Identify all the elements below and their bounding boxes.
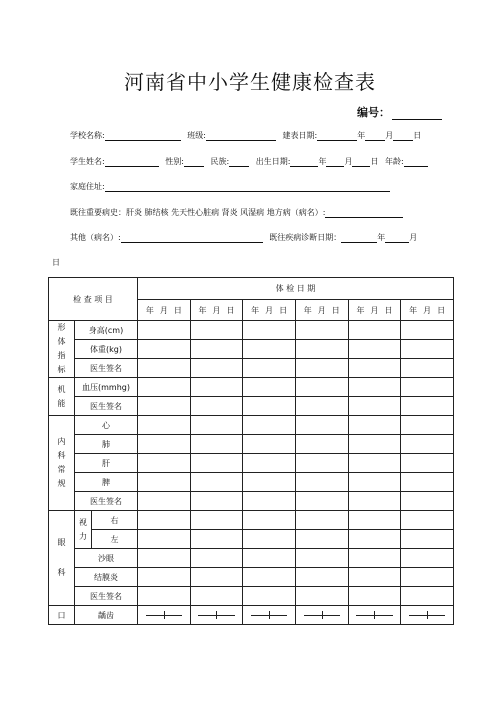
serial-number — [357, 104, 442, 120]
history-field[interactable] — [325, 209, 403, 218]
doctor-sign-label: 医生签名 — [75, 587, 138, 606]
health-exam-table — [48, 277, 454, 625]
diag-month-field[interactable] — [385, 234, 409, 243]
school-line — [70, 130, 421, 141]
birth-year-field[interactable] — [290, 158, 318, 167]
fill-date-label: 建表日期: — [282, 131, 318, 140]
group-internal: 内科常规 — [49, 416, 75, 511]
item-header: 检 查 项 目 — [49, 278, 138, 321]
doctor-sign-label: 医生签名 — [75, 492, 138, 511]
dental-chart-cell[interactable] — [190, 606, 243, 625]
dental-cross-icon — [349, 609, 401, 621]
year-label: 年 — [318, 157, 327, 166]
age-label: 年龄: — [385, 157, 404, 166]
conjunctivitis-label: 结膜炎 — [75, 568, 138, 587]
vision-label: 视力 — [75, 511, 92, 549]
blood-pressure-label: 血压(mmhg) — [75, 378, 138, 397]
student-field[interactable] — [105, 158, 159, 167]
dental-chart-cell[interactable] — [138, 606, 191, 625]
year-label: 年 — [377, 233, 386, 242]
right-eye-label: 右 — [92, 511, 138, 530]
month-label: 月 — [385, 131, 394, 140]
group-body-metrics: 形体指标 — [49, 321, 75, 378]
exam-date-cell[interactable]: 年 月 日 — [348, 300, 401, 321]
school-field[interactable] — [105, 132, 181, 141]
birth-label: 出生日期: — [255, 157, 291, 166]
dental-cross-icon — [296, 609, 348, 621]
group-function: 机能 — [49, 378, 75, 416]
doctor-sign-label: 医生签名 — [75, 397, 138, 416]
height-label: 身高(cm) — [75, 321, 138, 340]
address-field[interactable] — [105, 183, 390, 192]
ethnic-field[interactable] — [229, 158, 249, 167]
class-field[interactable] — [206, 132, 276, 141]
exam-date-header: 体 检 日 期 — [138, 278, 454, 300]
liver-label: 肝 — [75, 454, 138, 473]
birth-day-field[interactable] — [352, 158, 370, 167]
group-mouth: 口 — [49, 606, 75, 625]
gender-field[interactable] — [184, 158, 204, 167]
exam-date-cell[interactable]: 年 月 日 — [138, 300, 191, 321]
month-label: 月 — [344, 157, 353, 166]
serial-label: 编号： — [357, 106, 390, 119]
trachoma-label: 沙眼 — [75, 549, 138, 568]
fill-month-field[interactable] — [365, 132, 385, 141]
other-label: 其他（病名）: — [70, 233, 121, 242]
history-label: 既往重要病史：肝炎 肺结核 先天性心脏病 肾炎 风湿病 地方病（病名）: — [70, 208, 326, 217]
dental-cross-icon — [401, 609, 453, 621]
other-line — [70, 232, 417, 243]
birth-month-field[interactable] — [326, 158, 344, 167]
dental-chart-cell[interactable] — [401, 606, 454, 625]
heart-label: 心 — [75, 416, 138, 435]
dental-chart-cell[interactable] — [243, 606, 296, 625]
lung-label: 肺 — [75, 435, 138, 454]
fill-year-field[interactable] — [317, 132, 357, 141]
exam-date-cell[interactable]: 年 月 日 — [401, 300, 454, 321]
address-line — [70, 181, 390, 192]
diag-date-label: 既往疾病诊断日期： — [269, 233, 342, 242]
dental-chart-cell[interactable] — [348, 606, 401, 625]
exam-date-cell[interactable]: 年 月 日 — [295, 300, 348, 321]
dental-chart-cell[interactable] — [295, 606, 348, 625]
fill-day-field[interactable] — [393, 132, 413, 141]
spleen-label: 脾 — [75, 473, 138, 492]
form-title: 河南省中小学生健康检查表 — [124, 70, 376, 94]
address-label: 家庭住址: — [70, 182, 105, 191]
left-eye-label: 左 — [92, 530, 138, 549]
day-label: 日 — [413, 131, 422, 140]
exam-date-cell[interactable]: 年 月 日 — [243, 300, 296, 321]
diag-year-field[interactable] — [341, 234, 377, 243]
month-label: 月 — [409, 233, 418, 242]
ethnic-label: 民族: — [210, 157, 230, 166]
weight-label: 体重(kg) — [75, 340, 138, 359]
day-label: 日 — [370, 157, 379, 166]
student-line — [70, 156, 428, 167]
dental-cross-icon — [138, 609, 190, 621]
school-label: 学校名称: — [70, 131, 105, 140]
wrapped-day: 日 — [52, 258, 60, 267]
year-label: 年 — [357, 131, 366, 140]
group-eye: 眼科 — [49, 511, 75, 606]
other-field[interactable] — [121, 234, 263, 243]
gender-label: 性别: — [165, 157, 184, 166]
dental-cross-icon — [243, 609, 295, 621]
caries-label: 龋齿 — [75, 606, 138, 625]
serial-number-field[interactable] — [392, 108, 442, 120]
student-label: 学生姓名: — [70, 157, 105, 166]
history-line — [70, 207, 403, 218]
class-label: 班级: — [187, 131, 206, 140]
exam-date-cell[interactable]: 年 月 日 — [190, 300, 243, 321]
dental-cross-icon — [191, 609, 243, 621]
doctor-sign-label: 医生签名 — [75, 359, 138, 378]
age-field[interactable] — [404, 158, 428, 167]
